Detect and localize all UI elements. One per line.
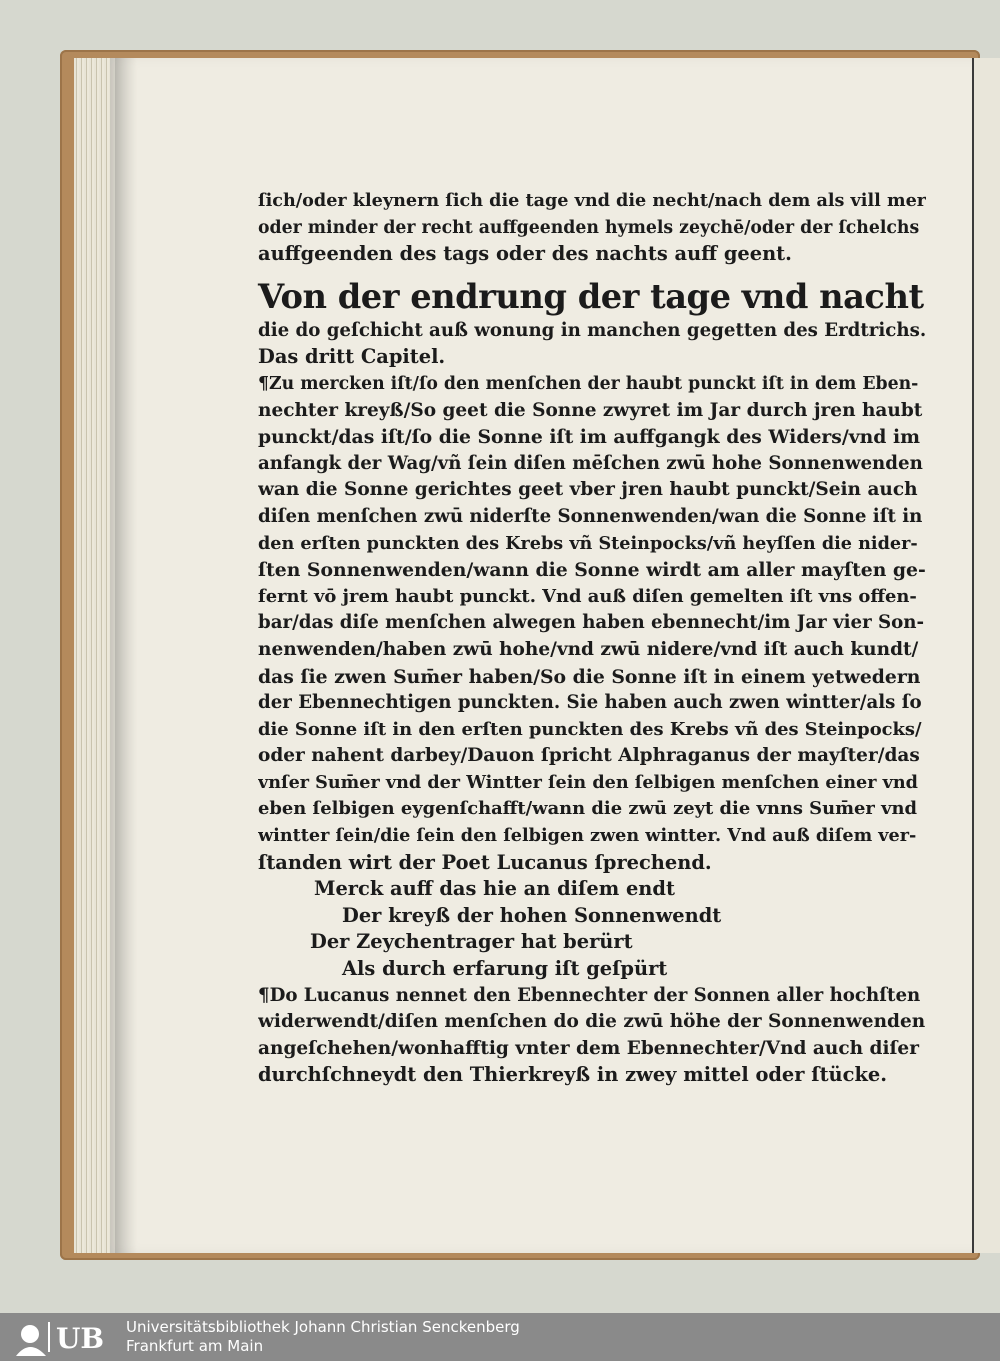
closing-line: widerwendt/diſen menſchen do die zwū höhe der Sonnenwenden xyxy=(258,1011,926,1033)
text-line: oder minder der recht auffgeenden hymels zeychē/oder der ſchelchs xyxy=(258,217,920,238)
library-city: Frankfurt am Main xyxy=(126,1337,264,1355)
verse-line: Der kreyß der hohen Sonnenwendt xyxy=(342,903,722,927)
library-name[interactable]: Universitätsbibliothek Johann Christian Senckenberg xyxy=(126,1318,520,1336)
chapter-number: Das dritt Capitel. xyxy=(258,345,446,369)
logo-text: UB xyxy=(56,1322,105,1355)
body-line: das ſie zwen Sum̄er haben/So die Sonne iſt in einem yetwedern xyxy=(258,665,921,688)
facing-page-edge xyxy=(972,58,1000,1253)
body-line: oder nahent darbey/Dauon ſpricht Alphraganus der mayſter/das xyxy=(258,745,920,767)
chapter-subheading: die do geſchicht auß wonung in manchen gegetten des Erdtrichs. xyxy=(258,319,926,341)
body-line: der Ebennechtigen punckten. Sie haben auch zwen wintter/als ſo xyxy=(258,692,922,714)
body-line: diſen menſchen zwū niderſte Sonnenwenden/wan die Sonne iſt in xyxy=(258,505,923,527)
verse-line: Als durch erfarung iſt geſpürt xyxy=(342,957,668,981)
page-text xyxy=(258,188,926,1089)
body-line: ſten Sonnenwenden/wann die Sonne wirdt am aller mayſten ge- xyxy=(258,559,926,582)
verse-line: Merck auff das hie an diſem endt xyxy=(314,877,675,901)
body-line: nechter kreyß/So geet die Sonne zwyret im Jar durch jren haubt xyxy=(258,399,923,421)
body-line: vnſer Sum̄er vnd der Wintter ſein den ſelbigen menſchen einer vnd xyxy=(258,771,918,793)
body-line: fernt vō jrem haubt punckt. Vnd auß diſen gemelten iſt vns offen- xyxy=(258,585,917,607)
body-line: eben ſelbigen eygenſchafft/wann die zwū zeyt die vnns Sum̄er vnd xyxy=(258,798,917,820)
body-line: bar/das diſe menſchen alwegen haben ebennecht/im Jar vier Son- xyxy=(258,612,925,634)
body-line: wan die Sonne gerichtes geet vber jren haubt punckt/Sein auch xyxy=(258,479,918,501)
library-logo[interactable] xyxy=(6,1318,120,1356)
closing-line: durchſchneydt den Thierkreyß in zwey mittel oder ſtücke. xyxy=(258,1063,887,1087)
closing-line: angeſchehen/wonhafftig vnter dem Ebennechter/Vnd auch diſer xyxy=(258,1037,919,1059)
body-line: ¶Zu mercken iſt/ſo den menſchen der haubt punckt iſt in dem Eben- xyxy=(258,373,919,394)
gutter-shadow xyxy=(115,58,137,1253)
body-line: ſtanden wirt der Poet Lucanus ſprechend. xyxy=(258,850,712,874)
body-line: wintter ſein/die ſein den ſelbigen zwen wintter. Vnd auß diſem ver- xyxy=(258,825,917,847)
closing-line: ¶Do Lucanus nennet den Ebennechter der Sonnen aller hochſten xyxy=(258,984,921,1006)
body-line: punckt/das iſt/ſo die Sonne iſt im auffgangk des Widers/vnd im xyxy=(258,426,920,449)
text-line: ſich/oder kleynern ſich die tage vnd die necht/nach dem als vill mer xyxy=(258,190,926,211)
chapter-heading: Von der endrung der tage vnd nacht xyxy=(258,275,924,316)
body-line: die Sonne iſt in den erſten punckten des Krebs vñ des Steinpocks/ xyxy=(258,718,922,740)
body-line: den erſten punckten des Krebs vñ Steinpocks/vñ heyſſen die nider- xyxy=(258,532,918,554)
text-line: auffgeenden des tags oder des nachts auff geent. xyxy=(258,242,792,266)
body-line: nenwenden/haben zwū hohe/vnd zwū nidere/vnd iſt auch kundt/ xyxy=(258,638,919,660)
body-line: anfangk der Wag/vñ ſein diſen mēſchen zwū hohe Sonnenwenden xyxy=(258,452,923,474)
verse-line: Der Zeychentrager hat berürt xyxy=(310,930,633,954)
page-edges xyxy=(74,58,114,1253)
